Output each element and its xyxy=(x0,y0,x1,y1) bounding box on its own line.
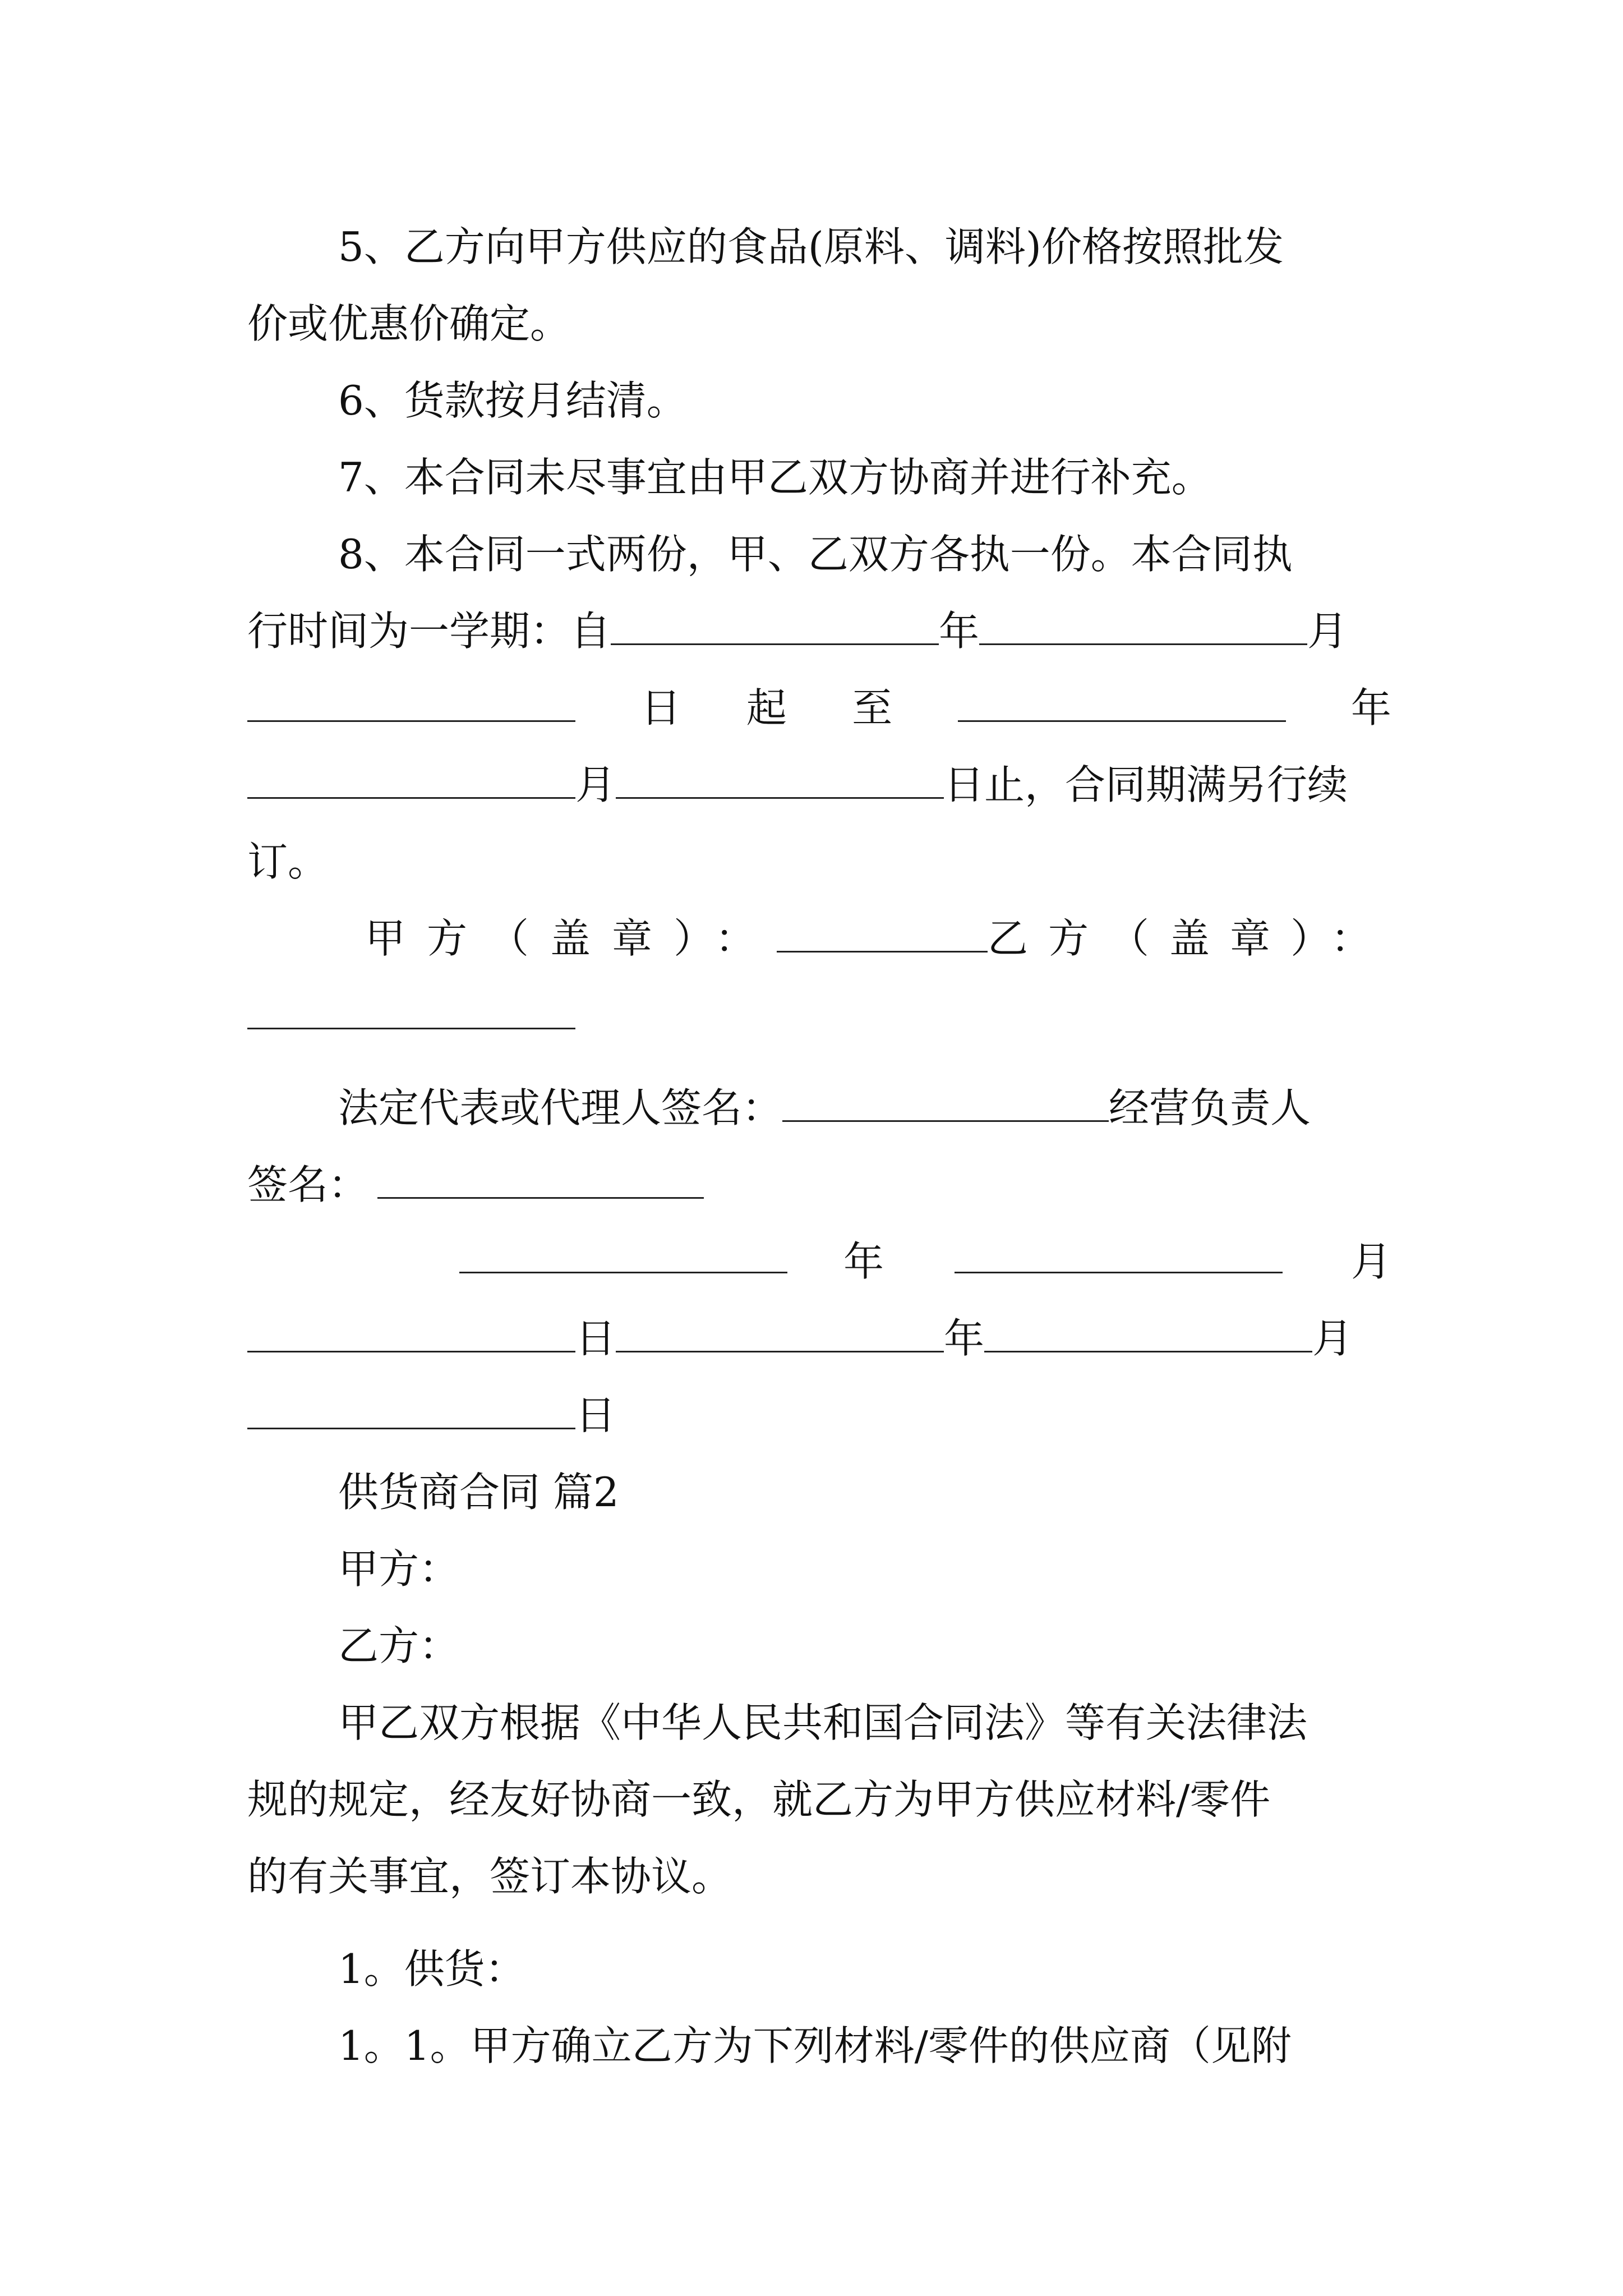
clause-8-line-2 xyxy=(247,593,1391,670)
date-line-3 xyxy=(247,1377,1391,1454)
clause-7: 7、本合同未尽事宜由甲乙双方协商并进行补充。 xyxy=(338,454,1212,501)
day-label: 日 xyxy=(640,684,681,731)
clause-5-line-2: 价或优惠价确定。 xyxy=(247,300,571,347)
sign-day-label: 日 xyxy=(575,1315,616,1362)
party-b-seal-blank-line xyxy=(247,977,1391,1054)
spacer xyxy=(247,1915,1391,1931)
end-day-blank xyxy=(616,795,944,799)
clause-8-line-3 xyxy=(247,670,1391,747)
party-b-month-blank xyxy=(984,1349,1312,1352)
preamble-line-1: 甲乙双方根据《中华人民共和国合同法》等有关法律法 xyxy=(338,1699,1308,1746)
day-blank xyxy=(247,718,575,722)
sign-day-blank xyxy=(247,1349,575,1352)
signature-line-1 xyxy=(247,1070,1391,1147)
date-line-1 xyxy=(247,1223,1391,1300)
legal-rep-signature-label: 法定代表或代理人签名： xyxy=(338,1084,783,1131)
preamble-line-3: 的有关事宜，签订本协议。 xyxy=(247,1853,732,1900)
clause-6: 6、货款按月结清。 xyxy=(338,377,687,424)
preamble-line-2: 规的规定，经友好协商一致，就乙方为甲方供应材料/零件 xyxy=(247,1776,1271,1823)
section-1-heading: 1。供货： xyxy=(338,1945,525,1993)
month-blank xyxy=(979,641,1307,645)
party-a-seal-blank xyxy=(777,949,988,953)
party-a-seal-label: 甲方（盖章）： xyxy=(365,915,777,962)
party-b-seal-blank xyxy=(247,1025,575,1029)
signature-line-2 xyxy=(247,1147,1391,1223)
sign-year-blank xyxy=(459,1269,787,1273)
clause-8-line-4 xyxy=(247,747,1391,823)
end-year-label: 年 xyxy=(1350,684,1391,731)
year-label: 年 xyxy=(939,608,980,655)
sign-year-label: 年 xyxy=(843,1238,884,1285)
party-b-label: 乙方： xyxy=(338,1622,460,1669)
clause-8-line-1: 8、本合同一式两份，甲、乙双方各执一份。本合同执 xyxy=(338,531,1293,578)
from-label: 起 xyxy=(746,684,787,731)
legal-rep-signature-blank xyxy=(782,1118,1109,1122)
clause-5-line-1: 5、乙方向甲方供应的食品(原料、调料)价格按照批发 xyxy=(338,223,1284,270)
manager-signature-label: 签名： xyxy=(247,1161,369,1208)
end-year-blank xyxy=(958,718,1286,722)
to-label: 至 xyxy=(852,684,893,731)
end-month-label: 月 xyxy=(575,761,616,808)
sign-month-blank xyxy=(955,1269,1283,1273)
term-from-label: 行时间为一学期：自 xyxy=(247,608,611,655)
end-day-text: 日止，合同期满另行续 xyxy=(944,761,1348,808)
date-line-2 xyxy=(247,1300,1391,1377)
clause-8-line-5: 订。 xyxy=(247,838,329,885)
year-blank xyxy=(611,641,939,645)
document-body xyxy=(247,209,1391,2085)
party-b-seal-label: 乙方（盖章）： xyxy=(987,915,1391,962)
end-month-blank xyxy=(247,795,575,799)
spacer xyxy=(247,1054,1391,1070)
party-seal-line xyxy=(247,900,1391,977)
manager-label: 经营负责人 xyxy=(1109,1084,1311,1131)
section-1-1: 1。1。甲方确立乙方为下列材料/零件的供应商（见附 xyxy=(338,2022,1292,2069)
party-b-day-label: 日 xyxy=(575,1392,616,1439)
manager-signature-blank xyxy=(377,1195,704,1199)
party-b-month-label: 月 xyxy=(1312,1315,1353,1362)
sign-month-label: 月 xyxy=(1351,1238,1392,1285)
party-b-day-blank xyxy=(247,1425,575,1429)
party-b-year-blank xyxy=(616,1349,944,1352)
party-b-year-label: 年 xyxy=(944,1315,985,1362)
party-a-label: 甲方： xyxy=(338,1545,460,1593)
section-heading: 供货商合同 篇2 xyxy=(338,1469,619,1516)
month-label: 月 xyxy=(1307,608,1348,655)
